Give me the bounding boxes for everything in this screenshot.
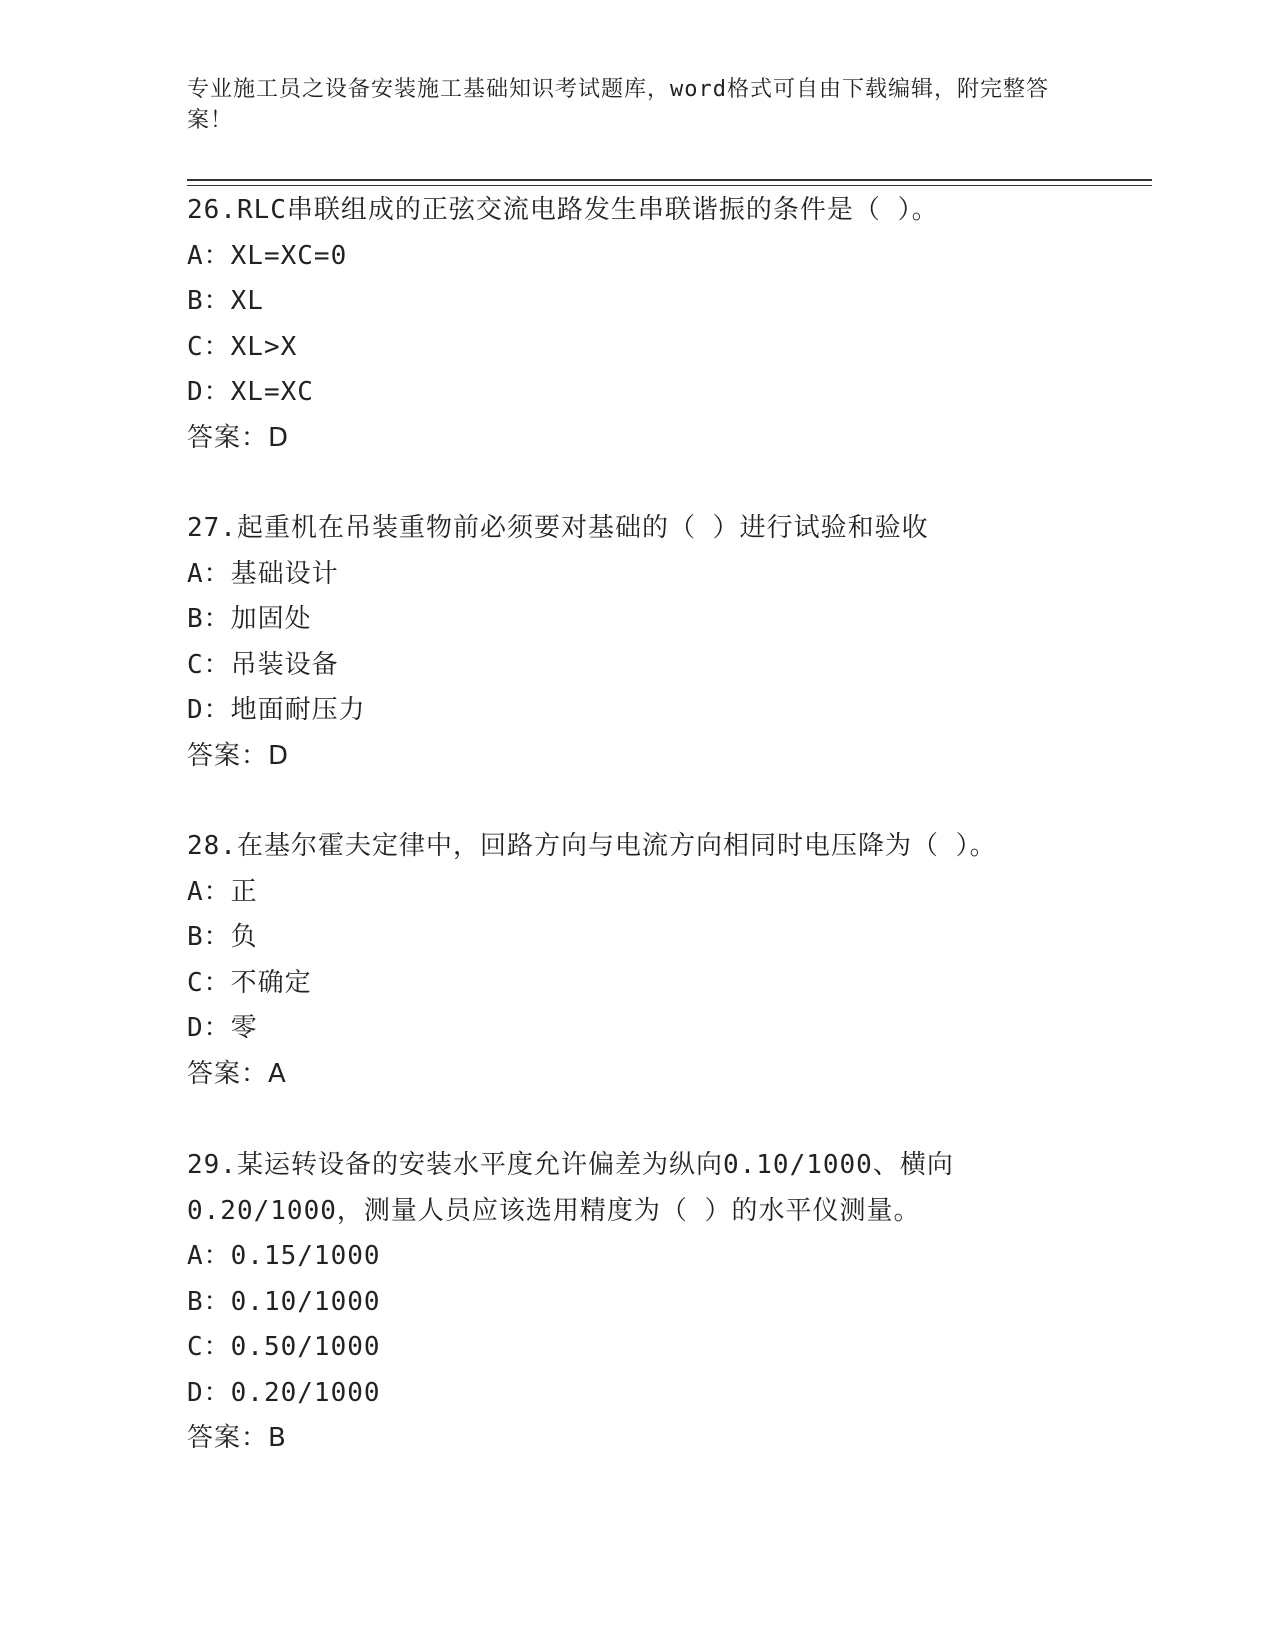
- option-a: A：XL=XC=0: [187, 240, 348, 271]
- answer-label: 答案：: [187, 740, 269, 771]
- option-c: C：XL>X: [187, 331, 298, 362]
- option-c: C：吊装设备: [187, 649, 339, 680]
- option-a: A：基础设计: [187, 558, 339, 589]
- answer-line: [187, 1416, 1187, 1462]
- question-list: [187, 188, 1187, 1507]
- answer-line: [187, 734, 1187, 780]
- question-stem: 28.在基尔霍夫定律中，回路方向与电流方向相同时电压降为（ ）。: [187, 831, 997, 861]
- option-d: D：XL=XC: [187, 377, 314, 407]
- answer-label: 答案：: [187, 422, 269, 453]
- question-26: [187, 188, 1187, 461]
- answer-value: A: [268, 1058, 287, 1089]
- question-27: [187, 506, 1187, 779]
- question-stem: 26.RLC串联组成的正弦交流电路发生串联谐振的条件是（ ）。: [187, 195, 939, 225]
- question-stem: 29.某运转设备的安装水平度允许偏差为纵向0.10/1000、横向0.20/1000，测量人员应该选用精度为（ ）的水平仪测量。: [187, 1150, 954, 1226]
- option-a: A：正: [187, 876, 258, 907]
- option-d: D：地面耐压力: [187, 695, 366, 725]
- answer-line: [187, 416, 1187, 462]
- option-d: D：零: [187, 1013, 258, 1043]
- option-b: B：加固处: [187, 604, 312, 634]
- option-c: C：0.50/1000: [187, 1332, 381, 1362]
- option-c: C：不确定: [187, 967, 312, 998]
- question-stem: 27.起重机在吊装重物前必须要对基础的（ ）进行试验和验收: [187, 513, 929, 543]
- question-28: [187, 824, 1187, 1097]
- option-a: A：0.15/1000: [187, 1241, 381, 1271]
- option-b: B：负: [187, 922, 258, 952]
- answer-value: D: [268, 740, 290, 771]
- question-29: [187, 1142, 1187, 1462]
- option-b: B：0.10/1000: [187, 1286, 381, 1317]
- answer-label: 答案：: [187, 1423, 269, 1453]
- answer-value: B: [268, 1423, 287, 1453]
- option-b: B：XL: [187, 286, 264, 316]
- header-divider-thin: [187, 185, 1152, 186]
- answer-line: [187, 1052, 1187, 1098]
- header-divider-thick: [187, 179, 1152, 181]
- answer-label: 答案：: [187, 1058, 269, 1089]
- document-header: 专业施工员之设备安装施工基础知识考试题库，word格式可自由下载编辑，附完整答案！: [187, 77, 1049, 133]
- option-d: D：0.20/1000: [187, 1377, 381, 1408]
- answer-value: D: [268, 422, 290, 453]
